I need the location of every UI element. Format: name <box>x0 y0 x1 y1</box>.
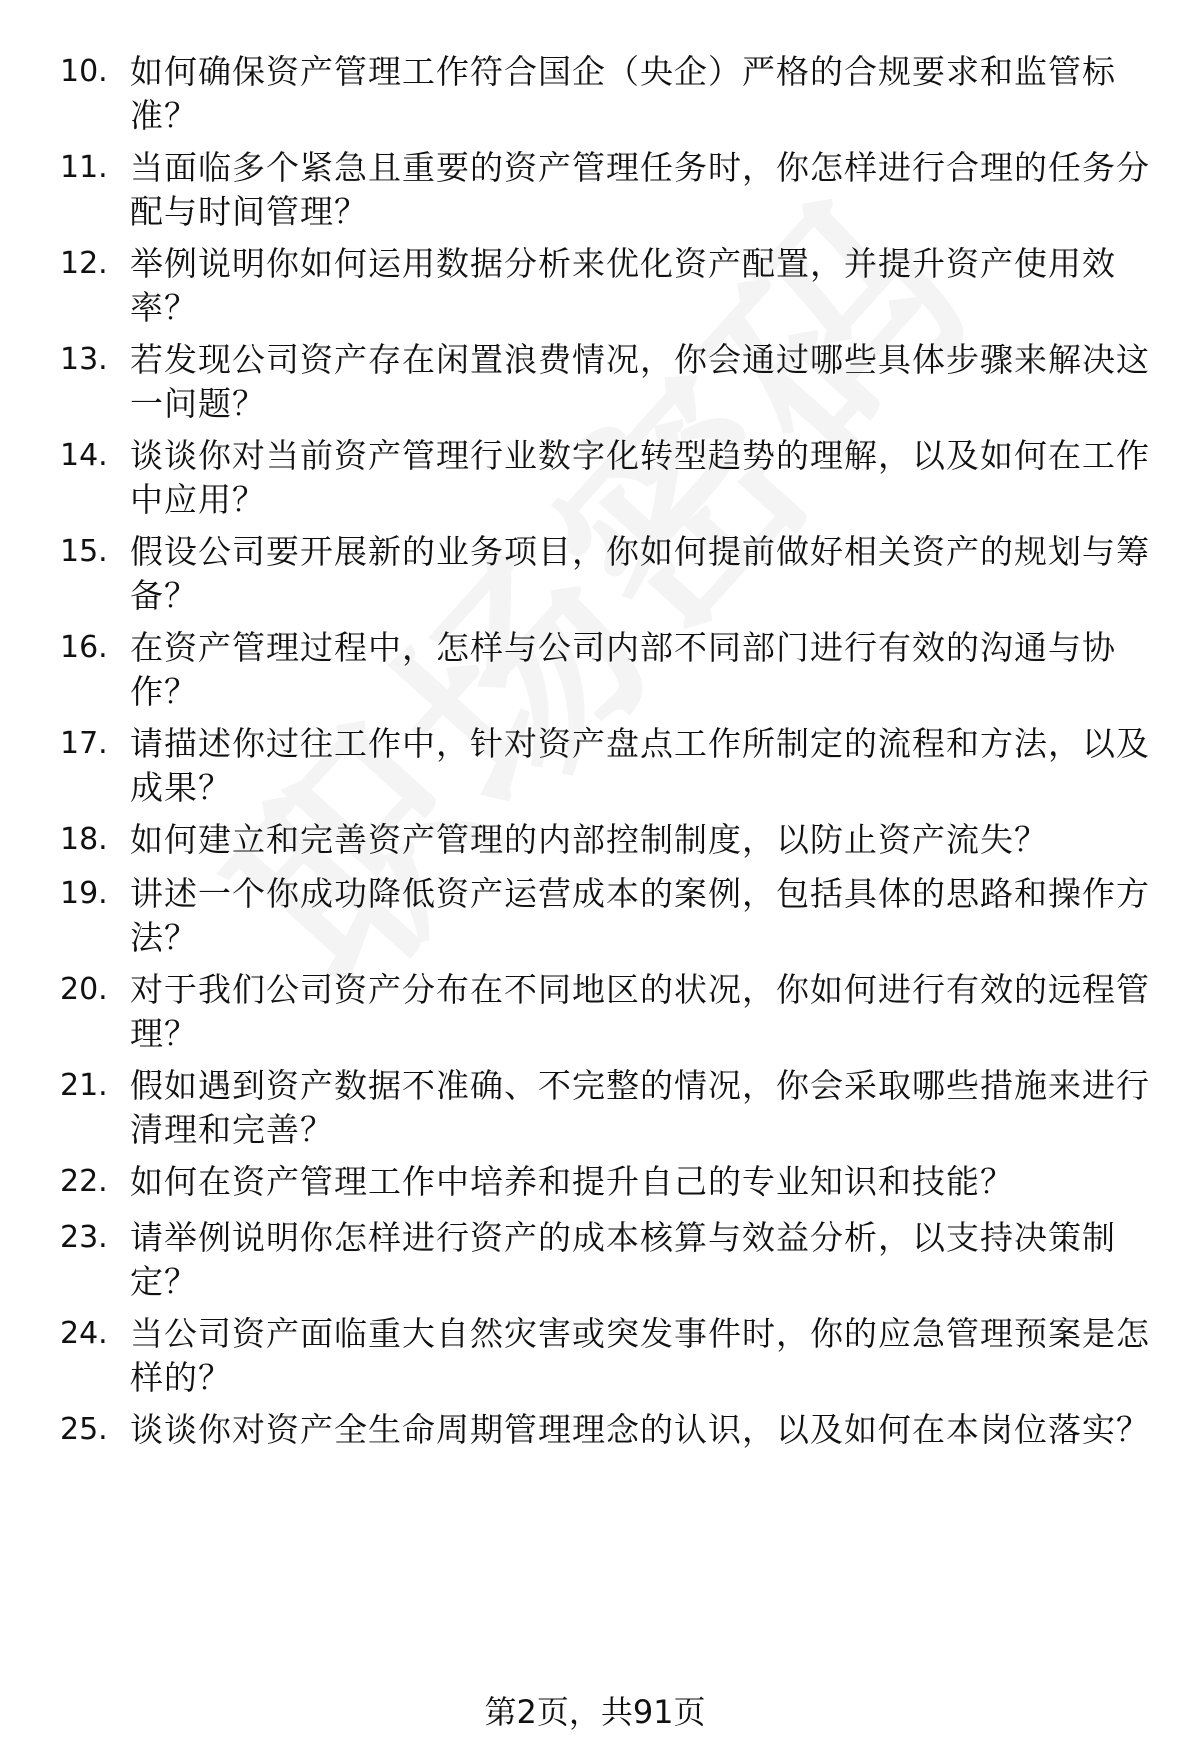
list-item <box>0 530 1190 630</box>
question-text: 如何在资产管理工作中培养和提升自己的专业知识和技能？ <box>130 1162 1014 1201</box>
question-number: 20. <box>60 972 108 1007</box>
question-number: 19. <box>60 876 108 911</box>
list-item <box>0 50 1190 150</box>
question-text: 请描述你过往工作中，针对资产盘点工作所制定的流程和方法，以及成果？ <box>130 724 1150 807</box>
question-text: 当面临多个紧急且重要的资产管理任务时，你怎样进行合理的任务分配与时间管理？ <box>130 148 1150 231</box>
question-text: 假设公司要开展新的业务项目，你如何提前做好相关资产的规划与筹备？ <box>130 532 1150 615</box>
question-number: 24. <box>60 1316 108 1351</box>
list-item <box>0 1408 1190 1508</box>
list-item <box>0 434 1190 534</box>
list-item <box>0 1216 1190 1316</box>
question-number: 13. <box>60 342 108 377</box>
question-number: 16. <box>60 630 108 665</box>
question-text: 如何确保资产管理工作符合国企（央企）严格的合规要求和监管标准？ <box>130 52 1116 135</box>
question-text: 如何建立和完善资产管理的内部控制制度，以防止资产流失？ <box>130 820 1048 859</box>
question-number: 12. <box>60 246 108 281</box>
question-number: 18. <box>60 822 108 857</box>
list-item <box>0 626 1190 726</box>
list-item <box>0 338 1190 438</box>
question-number: 11. <box>60 150 108 185</box>
page-number: 第2页，共91页 <box>484 1693 706 1731</box>
question-text: 对于我们公司资产分布在不同地区的状况，你如何进行有效的远程管理？ <box>130 970 1150 1053</box>
question-number: 14. <box>60 438 108 473</box>
question-text: 在资产管理过程中，怎样与公司内部不同部门进行有效的沟通与协作？ <box>130 628 1116 711</box>
question-number: 22. <box>60 1164 108 1199</box>
question-text: 谈谈你对当前资产管理行业数字化转型趋势的理解，以及如何在工作中应用？ <box>130 436 1150 519</box>
question-text: 讲述一个你成功降低资产运营成本的案例，包括具体的思路和操作方法？ <box>130 874 1150 957</box>
question-number: 21. <box>60 1068 108 1103</box>
list-item <box>0 872 1190 972</box>
question-number: 15. <box>60 534 108 569</box>
question-number: 25. <box>60 1412 108 1447</box>
question-number: 23. <box>60 1220 108 1255</box>
list-item <box>0 1312 1190 1412</box>
question-text: 假如遇到资产数据不准确、不完整的情况，你会采取哪些措施来进行清理和完善？ <box>130 1066 1150 1149</box>
question-text: 请举例说明你怎样进行资产的成本核算与效益分析，以支持决策制定？ <box>130 1218 1116 1301</box>
list-item <box>0 968 1190 1068</box>
list-item <box>0 242 1190 342</box>
question-text: 举例说明你如何运用数据分析来优化资产配置，并提升资产使用效率？ <box>130 244 1116 327</box>
question-number: 17. <box>60 726 108 761</box>
list-item <box>0 722 1190 822</box>
list-item <box>0 146 1190 246</box>
question-text: 谈谈你对资产全生命周期管理理念的认识，以及如何在本岗位落实？ <box>130 1410 1150 1449</box>
question-number: 10. <box>60 54 108 89</box>
question-text: 当公司资产面临重大自然灾害或突发事件时，你的应急管理预案是怎样的？ <box>130 1314 1150 1397</box>
list-item <box>0 1064 1190 1164</box>
question-text: 若发现公司资产存在闲置浪费情况，你会通过哪些具体步骤来解决这一问题？ <box>130 340 1150 423</box>
